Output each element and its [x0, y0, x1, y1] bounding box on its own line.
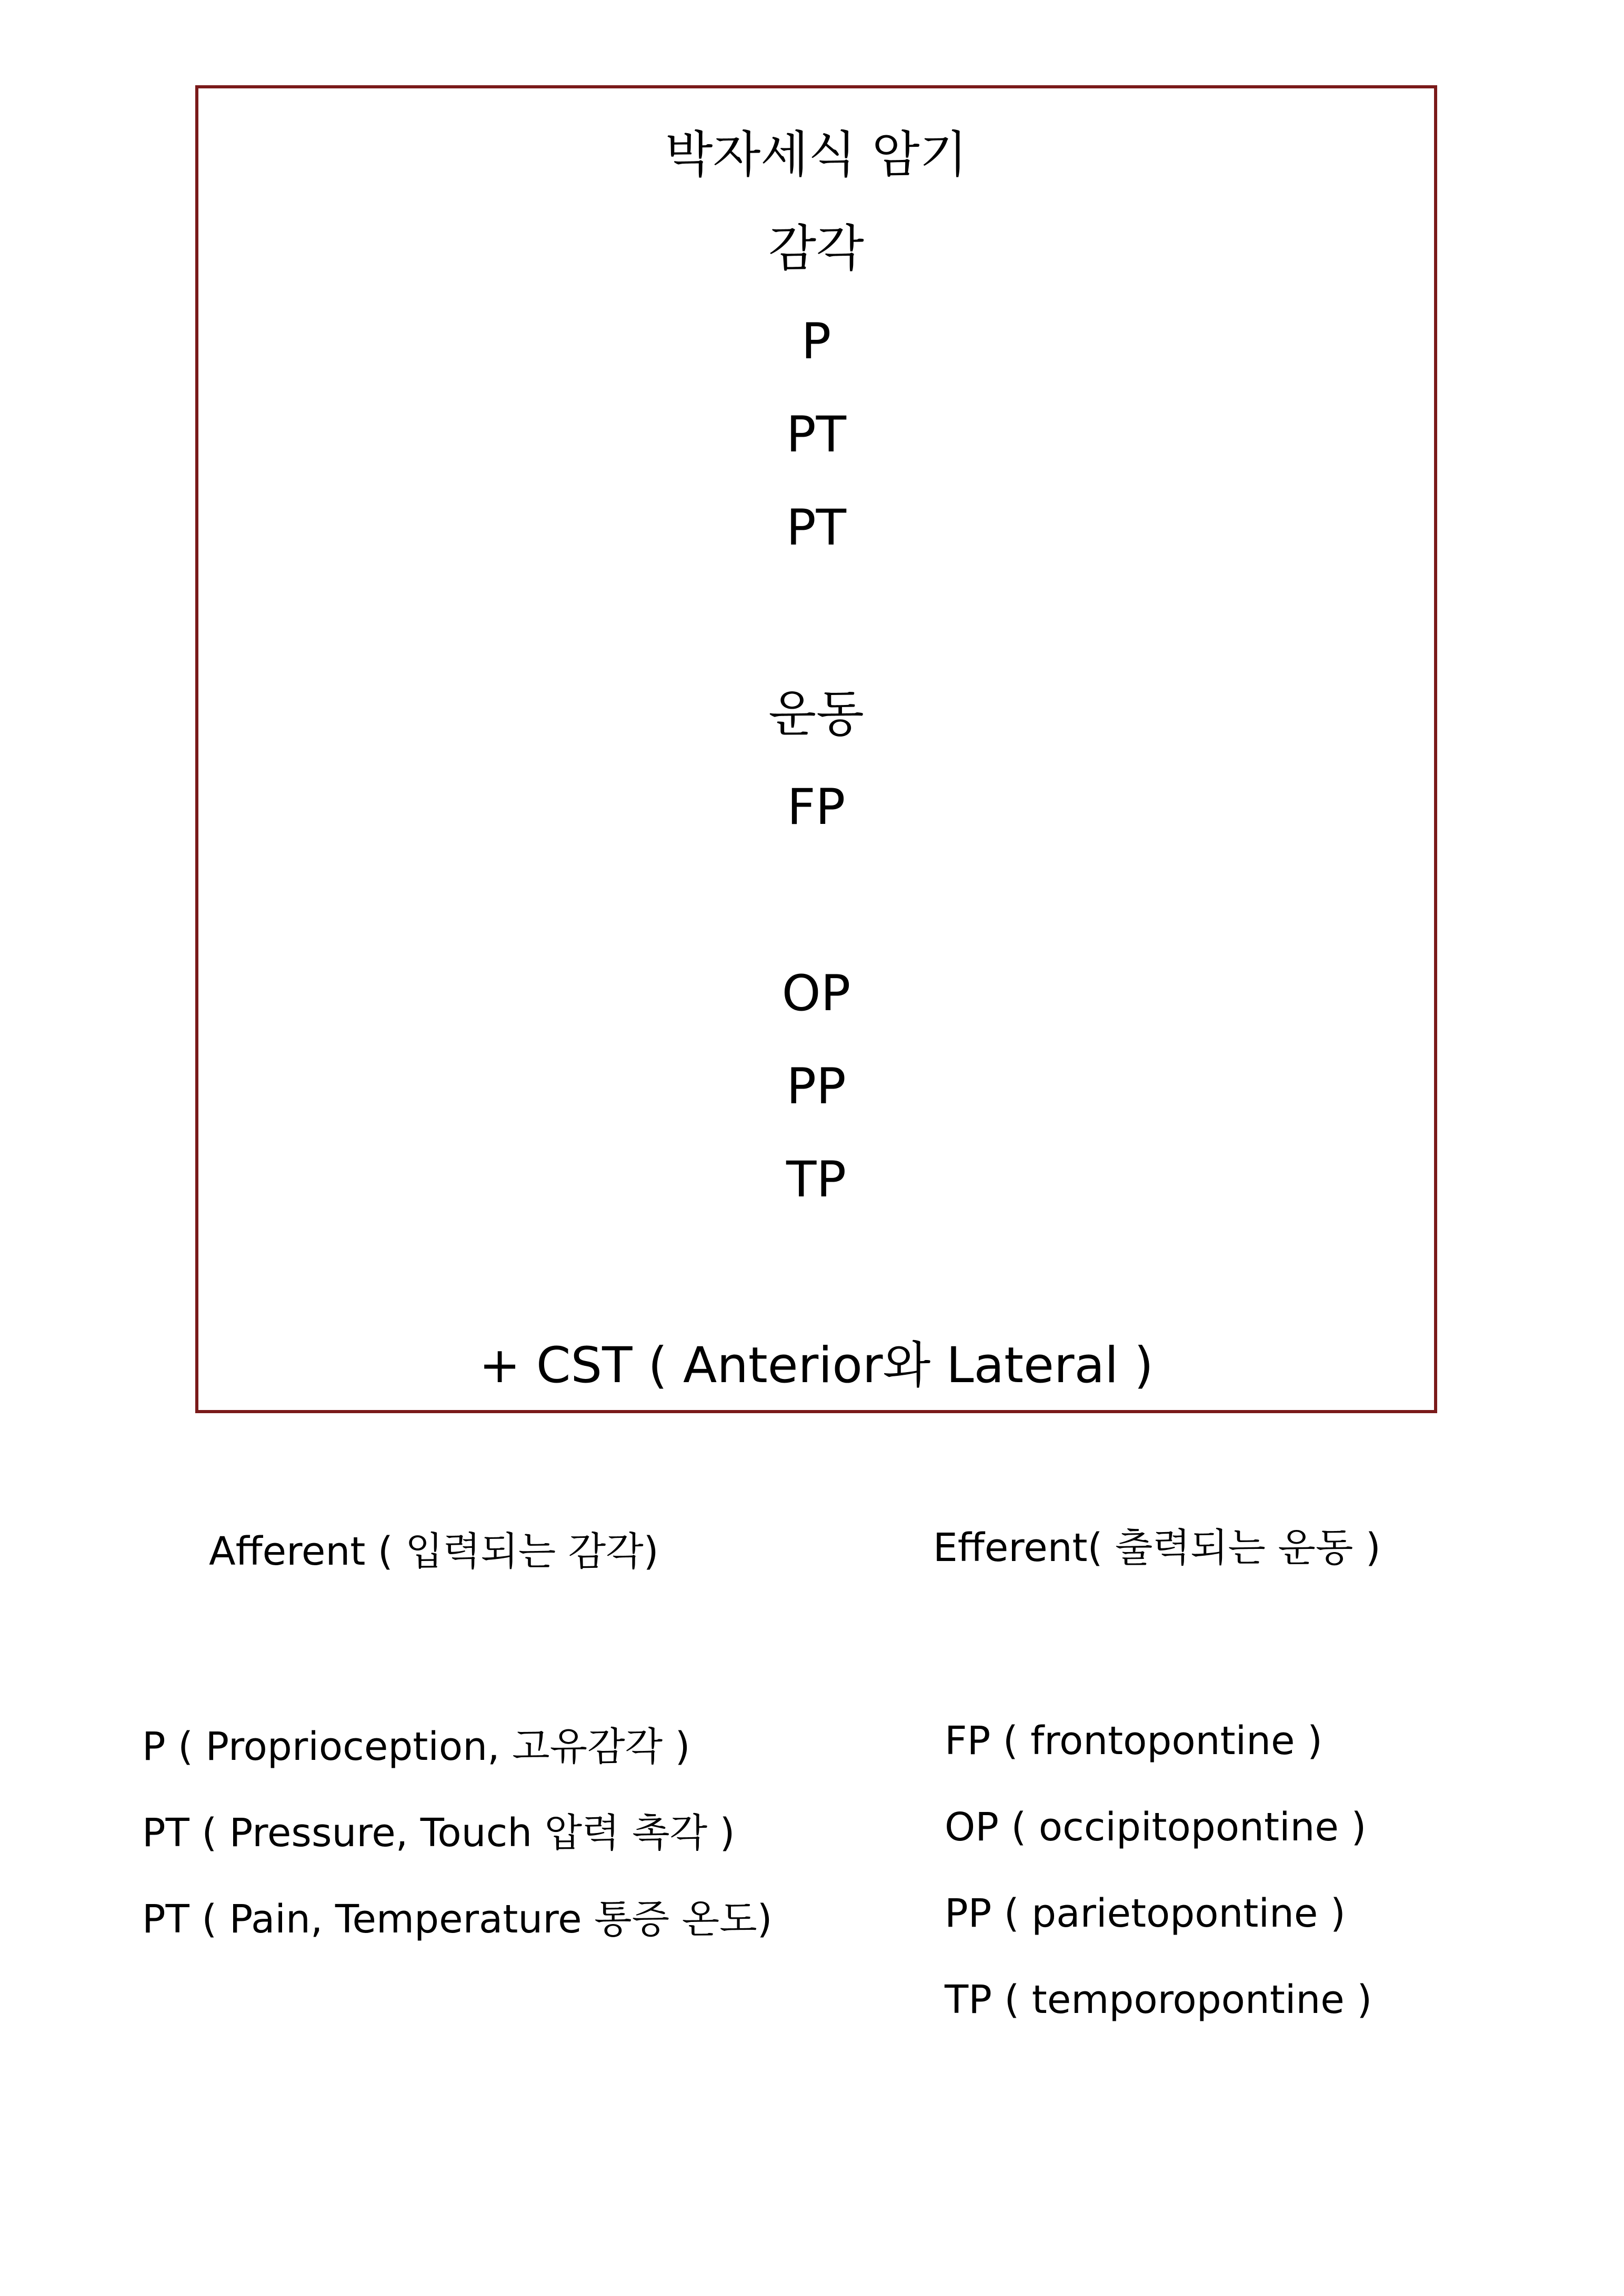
efferent-item: PP ( parietopontine ): [945, 1891, 1346, 1936]
motor-item: OP: [781, 965, 851, 1022]
efferent-item: FP ( frontopontine ): [945, 1718, 1322, 1764]
motor-heading: 운동: [768, 686, 864, 743]
motor-item: PP: [786, 1058, 846, 1115]
motor-item: FP: [787, 779, 846, 836]
memo-box: [195, 85, 1437, 1413]
sensory-item: PT: [786, 406, 847, 464]
efferent-heading: Efferent( 출력되는 운동 ): [933, 1525, 1381, 1570]
efferent-item: OP ( occipitopontine ): [945, 1805, 1367, 1850]
motor-item: TP: [786, 1151, 847, 1209]
efferent-item: TP ( temporopontine ): [945, 1977, 1372, 2022]
sensory-heading: 감각: [768, 220, 864, 277]
afferent-item: P ( Proprioception, 고유감각 ): [142, 1724, 690, 1769]
memo-footer: + CST ( Anterior와 Lateral ): [479, 1337, 1154, 1394]
afferent-heading: Afferent ( 입력되는 감각): [209, 1529, 659, 1574]
memo-title: 박자세식 암기: [665, 126, 968, 184]
sensory-item: P: [801, 313, 831, 370]
sensory-item: PT: [786, 499, 847, 557]
afferent-item: PT ( Pressure, Touch 압력 촉각 ): [142, 1810, 735, 1856]
afferent-item: PT ( Pain, Temperature 통증 온도): [142, 1897, 773, 1942]
